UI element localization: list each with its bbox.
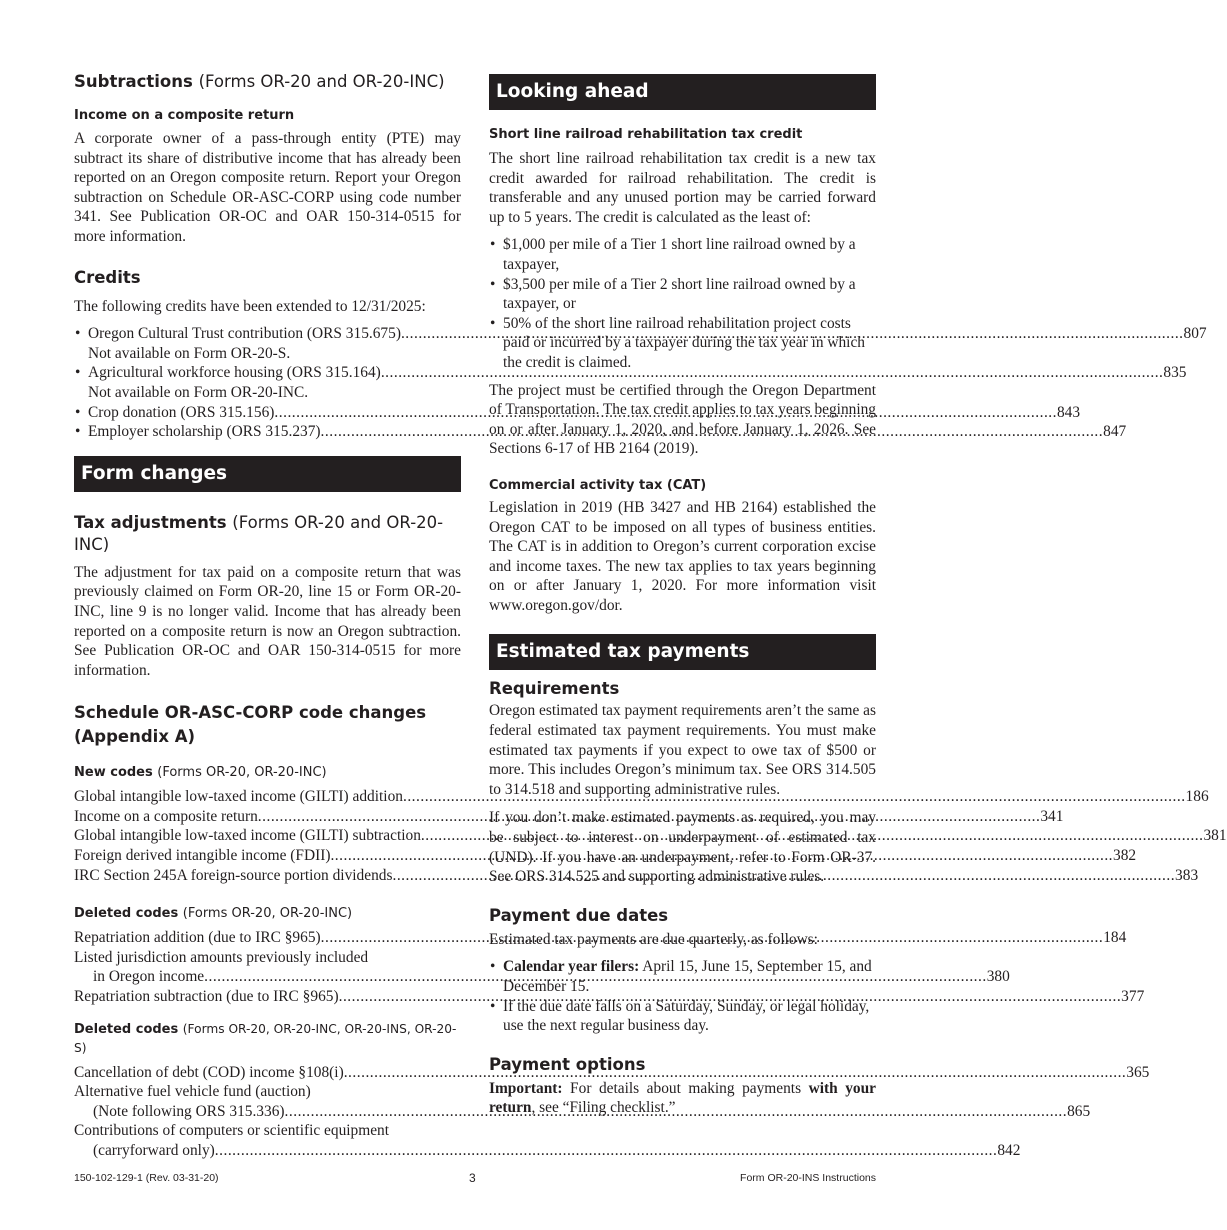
footer-page-number: 3 <box>469 1171 476 1185</box>
code-row: (Note following ORS 315.336) ..... 865 <box>74 1102 461 1122</box>
cat-heading: Commercial activity tax (CAT) <box>489 477 707 493</box>
credits-heading: Credits <box>74 267 141 287</box>
railroad-credit-heading: Short line railroad rehabilitation tax credit <box>489 127 803 142</box>
code-row: Repatriation subtraction (due to IRC §965) ..... 377 <box>74 987 461 1007</box>
list-item: • Crop donation (ORS 315.156) ..... 843 <box>74 403 461 423</box>
railroad-credit-body: The short line railroad rehabilitation tax credit is a new tax credit awarded for railroad rehabilitation. The credit is transferable and any unused portion may be carried forward up to 5 years. The credit is calculated as the least of: <box>489 150 876 226</box>
list-item: • Oregon Cultural Trust contribution (ORS 315.675) ..... 807 Not available on Form OR-20-S. <box>74 324 461 363</box>
code-row-line: Contributions of computers or scientific equipment <box>74 1122 390 1140</box>
form-changes-banner: Form changes <box>74 456 461 492</box>
payment-options-heading: Payment options <box>489 1054 646 1074</box>
estimated-tax-banner: Estimated tax payments <box>489 634 876 670</box>
cat-body: Legislation in 2019 (HB 3427 and HB 2164) established the Oregon CAT to be imposed on all types of business entities. The CAT is in addition to Oregon’s current corporation excise and income taxes. The new tax applies to tax years beginning on or after January 1, 2020. For more information visit www.oregon.gov/dor. <box>489 498 876 614</box>
list-item: • 50% of the short line railroad rehabilitation project costs paid or incurred by a taxpayer during the tax year in which the credit is claimed. <box>489 314 876 373</box>
list-item: • If the due date falls on a Saturday, Sunday, or legal holiday, use the next regular business day. <box>489 997 876 1036</box>
code-row: IRC Section 245A foreign-source portion dividends ..... 383 <box>74 866 461 886</box>
code-row: Foreign derived intangible income (FDII) ..... 382 <box>74 846 461 866</box>
schedule-code-changes-heading: Schedule OR-ASC-CORP code changes (Appendix A) <box>74 703 427 747</box>
new-codes-heading: New codes (Forms OR-20, OR-20-INC) <box>74 765 327 781</box>
payment-due-list <box>489 957 876 1035</box>
requirements-body: Oregon estimated tax payment requirements aren’t the same as federal estimated tax payment requirements. You must make estimated tax payments if you expect to owe tax of $500 or more. This includes Oregon’s minimum tax. See ORS 314.505 to 314.518 and supporting administrative rules. <box>489 702 876 798</box>
code-row: Income on a composite return ..... 341 <box>74 807 461 827</box>
list-item: • $3,500 per mile of a Tier 2 short line railroad owned by a taxpayer, or <box>489 275 876 314</box>
list-item: • Agricultural workforce housing (ORS 315.164) ..... 835 Not available on Form OR-20-INC. <box>74 363 461 402</box>
code-row-line: Alternative fuel vehicle fund (auction) <box>74 1083 311 1101</box>
code-row-line: Listed jurisdiction amounts previously included <box>74 948 369 966</box>
code-row: Global intangible low-taxed income (GILTI) addition ..... 186 <box>74 787 461 807</box>
list-item: • Calendar year filers: April 15, June 15, September 15, and December 15. <box>489 957 876 996</box>
code-row: Global intangible low-taxed income (GILTI) subtraction ..... 381 <box>74 826 461 846</box>
requirements-heading: Requirements <box>489 679 620 699</box>
right-column <box>489 74 876 1118</box>
payment-options-body: Important: For details about making payments with your return, see “Filing checklist.” <box>489 1079 876 1117</box>
code-row: Repatriation addition (due to IRC §965) ..... 184 <box>74 928 461 948</box>
tax-adjustments-body: The adjustment for tax paid on a composite return that was previously claimed on Form OR-20, line 15 or Form OR-20-INC, line 9 is no longer valid. Income that has already been reported on a composite return is now an Oregon subtraction. See Publication OR-OC and OAR 150-314-0515 for more information. <box>74 563 461 679</box>
payment-due-dates-heading: Payment due dates <box>489 905 669 925</box>
code-row: Cancellation of debt (COD) income §108(i) ..... 365 <box>74 1063 461 1083</box>
looking-ahead-banner: Looking ahead <box>489 74 876 110</box>
footer-form-number: 150-102-129-1 (Rev. 03-31-20) <box>74 1172 219 1184</box>
subtractions-heading: Subtractions (Forms OR-20 and OR-20-INC) <box>74 72 445 91</box>
railroad-credit-body-2: The project must be certified through the Oregon Department of Transportation. The tax credit applies to tax years beginning on or after January 1, 2020, and before January 1, 2026. See Sections 6-17 of HB 2164 (2019). <box>489 381 876 458</box>
payment-due-intro: Estimated tax payments are due quarterly, as follows: <box>489 930 818 948</box>
deleted-codes-heading-2: Deleted codes (Forms OR-20, OR-20-INC, OR-20-INS, OR-20-S) <box>74 1021 457 1055</box>
credits-intro: The following credits have been extended to 12/31/2025: <box>74 297 426 315</box>
requirements-body-2: If you don’t make estimated payments as required, you may be subject to interest on underpayment of estimated tax (UND). If you have an underpayment, refer to Form OR-37. See ORS 314.525 and supporting administrative rules. <box>489 809 876 886</box>
code-row: (carryforward only) ..... 842 <box>74 1141 461 1161</box>
railroad-credit-list <box>489 235 876 372</box>
composite-return-heading: Income on a composite return <box>74 108 295 123</box>
list-item: • $1,000 per mile of a Tier 1 short line railroad owned by a taxpayer, <box>489 235 876 274</box>
list-item: • Employer scholarship (ORS 315.237) ..... 847 <box>74 422 461 442</box>
tax-adjustments-heading: Tax adjustments (Forms OR-20 and OR-20-INC) <box>74 512 444 554</box>
subtractions-body: A corporate owner of a pass-through entity (PTE) may subtract its share of distributive income that has already been reported on an Oregon composite return. Report your Oregon subtraction on Schedule OR-ASC-CORP using code number 341. See Publication OR-OC and OAR 150-314-0515 for more information. <box>74 130 461 245</box>
code-row: in Oregon income ..... 380 <box>74 967 461 987</box>
footer-form-title: Form OR-20-INS Instructions <box>740 1172 876 1184</box>
deleted-codes-heading: Deleted codes (Forms OR-20, OR-20-INC) <box>74 906 353 922</box>
